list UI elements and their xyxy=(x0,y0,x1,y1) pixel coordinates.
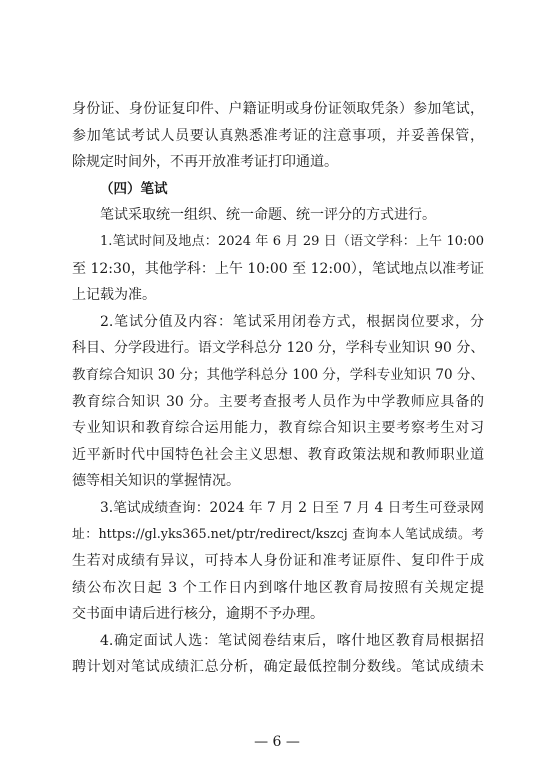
text-line: 生若对成绩有异议，可持本人身份证和准考证原件、复印件于成 xyxy=(72,553,484,570)
text-line: 教育综合知识 30 分；其他学科总分 100 分，学科专业知识 70 分、 xyxy=(72,366,484,383)
text-line: 德等相关知识的掌握情况。 xyxy=(72,473,240,490)
text-line: 2.笔试分值及内容：笔试采用闭卷方式，根据岗位要求，分 xyxy=(100,313,484,330)
text-line: 教育综合知识 30 分。主要考查报考人员作为中学教师应具备的 xyxy=(72,393,484,410)
text-line: 科目、分学段进行。语文学科总分 120 分，学科专业知识 90 分、 xyxy=(72,340,485,357)
text-line: 专业知识和教育综合运用能力，教育综合知识主要考察考生对习 xyxy=(72,420,484,437)
section-heading: （四）笔试 xyxy=(100,180,168,197)
text-line: 4.确定面试人选：笔试阅卷结束后，喀什地区教育局根据招 xyxy=(100,632,484,649)
text-line: 址：https://gl.yks365.net/ptr/redirect/kszcj 查询本人笔试成绩。考 xyxy=(72,526,484,542)
text-line: 聘计划对笔试成绩汇总分析，确定最低控制分数线。笔试成绩未 xyxy=(72,659,484,676)
text-line: 除规定时间外，不再开放准考证打印通道。 xyxy=(72,154,338,171)
document-body xyxy=(72,96,484,681)
text-line: 3.笔试成绩查询：2024 年 7 月 2 日至 7 月 4 日考生可登录网 xyxy=(100,499,484,516)
text-line: 1.笔试时间及地点：2024 年 6 月 29 日（语文学科：上午 10:00 xyxy=(100,233,484,249)
text-line: 参加笔试考试人员要认真熟悉准考证的注意事项，并妥善保管， xyxy=(72,127,484,144)
text-line: 上记载为准。 xyxy=(72,287,156,304)
text-line: 近平新时代中国特色社会主义思想、教育政策法规和教师职业道 xyxy=(72,446,484,463)
text-line: 至 12:30，其他学科：上午 10:00 至 12:00），笔试地点以准考证 xyxy=(72,260,484,277)
text-line: 交书面申请后进行核分，逾期不予办理。 xyxy=(72,606,324,623)
page-number: — 6 — xyxy=(254,734,300,750)
text-line: 身份证、身份证复印件、户籍证明或身份证领取凭条）参加笔试， xyxy=(72,101,484,117)
text-line: 绩公布次日起 3 个工作日内到喀什地区教育局按照有关规定提 xyxy=(72,579,484,596)
text-line: 笔试采取统一组织、统一命题、统一评分的方式进行。 xyxy=(100,207,436,224)
